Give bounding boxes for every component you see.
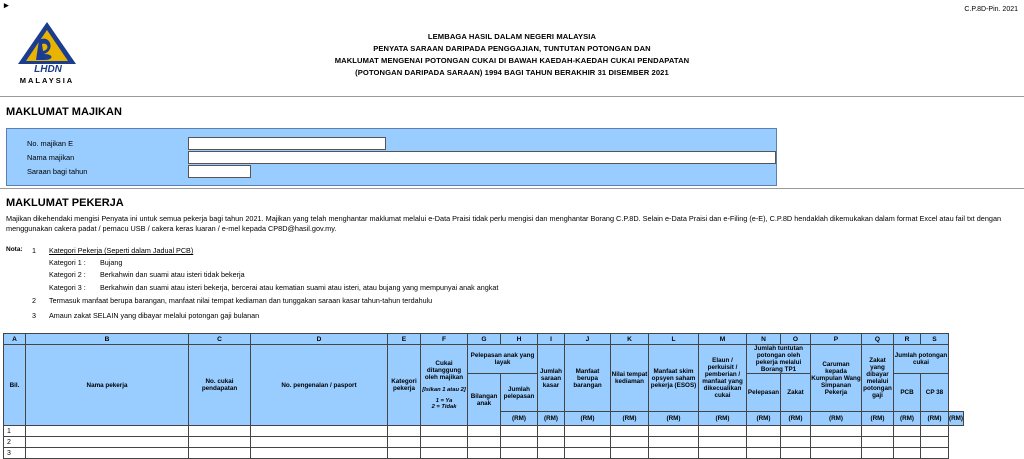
rm-unit: (RM) xyxy=(781,412,811,426)
nota-1-title: Kategori Pekerja (Seperti dalam Jadual PCB) xyxy=(49,246,194,255)
table-cell-input[interactable] xyxy=(565,437,611,448)
table-cell-input[interactable] xyxy=(421,437,468,448)
table-cell-input[interactable] xyxy=(747,426,781,437)
col-letter: S xyxy=(921,334,949,345)
rm-unit: (RM) xyxy=(811,412,862,426)
header-f-text: Cukai ditanggung oleh majikan xyxy=(424,360,464,381)
kategori-1-value: Bujang xyxy=(100,258,123,267)
col-letter: R xyxy=(894,334,921,345)
table-cell-input[interactable] xyxy=(747,437,781,448)
no-majikan-field[interactable] xyxy=(188,137,386,150)
table-cell-input[interactable] xyxy=(421,426,468,437)
rm-unit: (RM) xyxy=(565,412,611,426)
table-cell-input[interactable] xyxy=(811,437,862,448)
header-pelepasan-anak: Pelepasan anak yang layak xyxy=(468,345,538,374)
table-cell-input[interactable] xyxy=(611,448,649,459)
header-f-note: [Isikan 1 atau 2] xyxy=(422,387,466,393)
table-cell-input[interactable] xyxy=(468,426,501,437)
table-cell-input[interactable] xyxy=(699,437,747,448)
header-line-2: PENYATA SARAAN DARIPADA PENGGAJIAN, TUNTUTAN POTONGAN DAN xyxy=(373,44,651,53)
table-cell-input[interactable] xyxy=(611,426,649,437)
majikan-section-title: MAKLUMAT MAJIKAN xyxy=(6,106,122,118)
header-cp38: CP 38 xyxy=(921,374,949,412)
kategori-2-value: Berkahwin dan suami atau isteri tidak bekerja xyxy=(100,270,245,279)
header-line-1: LEMBAGA HASIL DALAM NEGERI MALAYSIA xyxy=(427,32,597,41)
table-cell-input[interactable] xyxy=(921,426,949,437)
col-letter: M xyxy=(699,334,747,345)
form-code: C.P.8D-Pin. 2021 xyxy=(964,6,1018,13)
table-cell-input[interactable] xyxy=(251,437,388,448)
table-cell-input[interactable] xyxy=(468,437,501,448)
header-elaun: Elaun / perkuisit / pemberian / manfaat yang dikecualikan cukai xyxy=(699,345,747,412)
col-letter: A xyxy=(4,334,26,345)
header-line-3: MAKLUMAT MENGENAI POTONGAN CUKAI DI BAWAH KAEDAH-KAEDAH CUKAI PENDAPATAN xyxy=(334,56,690,65)
col-letter: L xyxy=(649,334,699,345)
majikan-label-nama: Nama majikan xyxy=(27,153,75,162)
majikan-label-no: No. majikan E xyxy=(27,139,74,148)
table-cell-input[interactable] xyxy=(538,426,565,437)
col-letter: J xyxy=(565,334,611,345)
pekerja-section-title: MAKLUMAT PEKERJA xyxy=(6,197,124,209)
header-tuntutan-tp1: Jumlah tuntutan potongan oleh pekerja melalui Borang TP1 xyxy=(747,345,811,374)
row-number: 3 xyxy=(4,448,26,459)
col-letter: D xyxy=(251,334,388,345)
table-cell-input[interactable] xyxy=(501,426,538,437)
majikan-panel xyxy=(6,128,777,186)
nota-number-2: 2 xyxy=(32,296,36,305)
header-pcb: PCB xyxy=(894,374,921,412)
table-cell-input[interactable] xyxy=(501,437,538,448)
table-cell-input[interactable] xyxy=(251,448,388,459)
table-cell-input[interactable] xyxy=(894,437,921,448)
logo-text-malaysia: MALAYSIA xyxy=(19,76,75,85)
table-row xyxy=(4,426,964,437)
header-zakat-gaji: Zakat yang dibayar melalui potongan gaji xyxy=(862,345,894,412)
table-cell-input[interactable] xyxy=(565,426,611,437)
table-cell-input[interactable] xyxy=(894,448,921,459)
rm-unit: (RM) xyxy=(747,412,781,426)
saraan-tahun-field[interactable] xyxy=(188,165,251,178)
col-letter: C xyxy=(189,334,251,345)
col-letter: E xyxy=(388,334,421,345)
header-no-cukai: No. cukai pendapatan xyxy=(189,345,251,426)
table-cell-input[interactable] xyxy=(649,437,699,448)
table-cell-input[interactable] xyxy=(811,426,862,437)
kategori-1-key: Kategori 1 : xyxy=(49,258,86,267)
table-cell-input[interactable] xyxy=(189,437,251,448)
table-cell-input[interactable] xyxy=(699,426,747,437)
col-letter: P xyxy=(811,334,862,345)
table-cell-input[interactable] xyxy=(565,448,611,459)
header-f-opt1: 1 = Ya xyxy=(435,398,453,404)
header-esos: Manfaat skim opsyen saham pekerja (ESOS) xyxy=(649,345,699,412)
table-cell-input[interactable] xyxy=(781,448,811,459)
nota-label: Nota: xyxy=(6,246,23,253)
row-number: 2 xyxy=(4,437,26,448)
table-cell-input[interactable] xyxy=(921,448,949,459)
table-cell-input[interactable] xyxy=(611,437,649,448)
table-cell-input[interactable] xyxy=(189,426,251,437)
header-bil: Bil. xyxy=(4,345,26,426)
row-number: 1 xyxy=(4,426,26,437)
section-divider xyxy=(0,188,1024,189)
nota-3-text: Amaun zakat SELAIN yang dibayar melalui potongan gaji bulanan xyxy=(49,311,260,320)
rm-unit: (RM) xyxy=(501,412,538,426)
kategori-3-key: Kategori 3 : xyxy=(49,283,86,292)
header-no-pengenalan: No. pengenalan / pasport xyxy=(251,345,388,426)
rm-unit: (RM) xyxy=(649,412,699,426)
majikan-label-tahun: Saraan bagi tahun xyxy=(27,167,88,176)
table-cell-input[interactable] xyxy=(538,448,565,459)
header-kategori: Kategori pekerja xyxy=(388,345,421,426)
rm-unit: (RM) xyxy=(699,412,747,426)
table-cell-input[interactable] xyxy=(538,437,565,448)
table-cell-input[interactable] xyxy=(26,448,189,459)
header-kwsp: Caruman kepada Kumpulan Wang Simpanan Pekerja xyxy=(811,345,862,412)
table-cell-input[interactable] xyxy=(421,448,468,459)
table-cell-input[interactable] xyxy=(649,448,699,459)
table-cell-input[interactable] xyxy=(251,426,388,437)
col-letter: G xyxy=(468,334,501,345)
logo-text-lhdn: LHDN xyxy=(34,64,62,75)
header-cukai-ditanggung xyxy=(421,345,468,426)
cursor-marker: ▸ xyxy=(4,0,9,10)
table-cell-input[interactable] xyxy=(811,448,862,459)
table-row xyxy=(4,437,964,448)
table-cell-input[interactable] xyxy=(388,437,421,448)
table-cell-input[interactable] xyxy=(862,437,894,448)
table-cell-input[interactable] xyxy=(468,448,501,459)
table-cell-input[interactable] xyxy=(781,437,811,448)
table-cell-input[interactable] xyxy=(781,426,811,437)
header-nama: Nama pekerja xyxy=(26,345,189,426)
rm-unit: (RM) xyxy=(949,412,964,426)
header-potongan-cukai: Jumlah potongan cukai xyxy=(894,345,949,374)
kategori-2-key: Kategori 2 : xyxy=(49,270,86,279)
table-cell-input[interactable] xyxy=(388,448,421,459)
header-line-4: (POTONGAN DARIPADA SARAAN) 1994 BAGI TAHUN BERAKHIR 31 DISEMBER 2021 xyxy=(355,68,669,77)
col-letter: H xyxy=(501,334,538,345)
header-f-opt2: 2 = Tidak xyxy=(431,404,457,410)
header-bilangan-anak: Bilangan anak xyxy=(468,374,501,426)
rm-unit: (RM) xyxy=(611,412,649,426)
table-cell-input[interactable] xyxy=(388,426,421,437)
rm-unit: (RM) xyxy=(538,412,565,426)
table-cell-input[interactable] xyxy=(699,448,747,459)
col-letter: Q xyxy=(862,334,894,345)
column-letter-row xyxy=(4,334,964,345)
header-saraan-kasar: Jumlah saraan kasar xyxy=(538,345,565,412)
table-cell-input[interactable] xyxy=(649,426,699,437)
table-cell-input[interactable] xyxy=(862,448,894,459)
table-cell-input[interactable] xyxy=(501,448,538,459)
rm-unit: (RM) xyxy=(894,412,921,426)
nota-number-3: 3 xyxy=(32,311,36,320)
pekerja-table xyxy=(3,333,964,459)
table-cell-input[interactable] xyxy=(862,426,894,437)
kategori-3-value: Berkahwin dan suami atau isteri bekerja, bercerai atau kematian suami atau isteri, atau bujang yang mempunyai anak angkat xyxy=(100,283,499,292)
nota-2-text: Termasuk manfaat berupa barangan, manfaat nilai tempat kediaman dan tunggakan saraan kasar tahun-tahun terdahulu xyxy=(49,296,433,305)
header-pelepasan: Pelepasan xyxy=(747,374,781,412)
col-letter: B xyxy=(26,334,189,345)
header-nilai-kediaman: Nilai tempat kediaman xyxy=(611,345,649,412)
header-manfaat-barangan: Manfaat berupa barangan xyxy=(565,345,611,412)
col-letter: I xyxy=(538,334,565,345)
header-jumlah-pelepasan: Jumlah pelepasan xyxy=(501,374,538,412)
col-letter: K xyxy=(611,334,649,345)
table-cell-input[interactable] xyxy=(894,426,921,437)
table-row xyxy=(4,448,964,459)
table-cell-input[interactable] xyxy=(747,448,781,459)
header-zakat: Zakat xyxy=(781,374,811,412)
col-letter: F xyxy=(421,334,468,345)
table-cell-input[interactable] xyxy=(26,437,189,448)
section-divider xyxy=(0,96,1024,97)
rm-unit: (RM) xyxy=(921,412,949,426)
pekerja-intro: Majikan dikehendaki mengisi Penyata ini untuk semua pekerja bagi tahun 2021. Majikan yang telah menghantar maklumat melalui e-Data Praisi tidak perlu mengisi dan menghantar Borang C.P.8D. Selain e-Data Praisi dan e-Filing (e-E), C.P.8D hendaklah dikemukakan dalam format Excel atau fail txt dengan menggunakan cakera padat / pemacu USB / cakera keras luaran / e-mel kepada CP8D@hasil.gov.my. xyxy=(6,214,1002,233)
header-row-1 xyxy=(4,345,964,374)
nota-number-1: 1 xyxy=(32,246,36,255)
rm-unit: (RM) xyxy=(862,412,894,426)
nama-majikan-field[interactable] xyxy=(188,151,776,164)
table-cell-input[interactable] xyxy=(921,437,949,448)
col-letter: N xyxy=(747,334,781,345)
table-cell-input[interactable] xyxy=(26,426,189,437)
table-cell-input[interactable] xyxy=(189,448,251,459)
col-letter: O xyxy=(781,334,811,345)
